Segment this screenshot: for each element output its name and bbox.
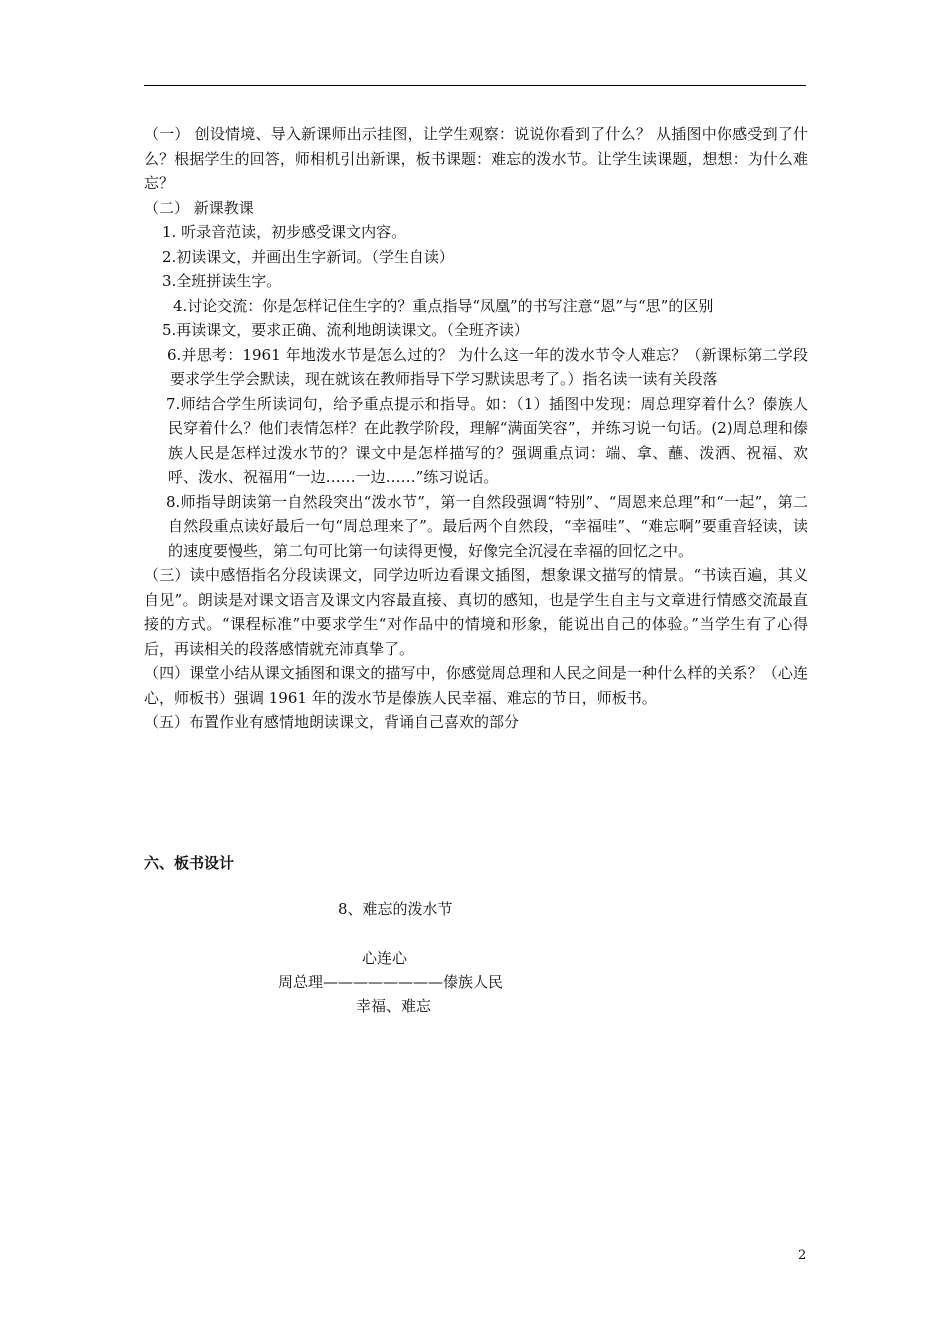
list-item: 6.并思考：1961 年地泼水节是怎么过的？ 为什么这一年的泼水节令人难忘？（新课标第二学段要求学生学会默读，现在就该在教师指导下学习默读思考了。）指名读一读有关段落 xyxy=(167,345,808,388)
board-bottom-label: 幸福、难忘 xyxy=(356,997,432,1015)
section-one: （一） 创设情境、导入新课师出示挂图，让学生观察：说说你看到了什么？ 从插图中你感受到了什么？根据学生的回答，师相机引出新课，板书课题：难忘的泼水节。让学生读课题，想想：为什么难忘？ xyxy=(144,125,808,192)
section-five: （五）布置作业有感情地朗读课文，背诵自己喜欢的部分 xyxy=(144,713,520,731)
board-design-heading: 六、板书设计 xyxy=(144,854,235,872)
list-item: 8.师指导朗读第一自然段突出“泼水节”，第一自然段强调“特别”、“周恩来总理”和“一起”，第二自然段重点读好最后一句“周总理来了”。最后两个自然段，“幸福哇”、“难忘啊”要重音轻读，读的速度要慢些，第二句可比第一句读得更慢，好像完全沉浸在幸福的回忆之中。 xyxy=(166,492,808,560)
page-number: 2 xyxy=(798,1248,807,1263)
board-top-label: 心连心 xyxy=(362,949,408,967)
list-item: 5.再读课文，要求正确、流利地朗读课文。（全班齐读） xyxy=(162,321,529,339)
section-three: （三）读中感悟指名分段读课文，同学边听边看课文插图，想象课文描写的情景。“书读百遍，其义自见”。朗读是对课文语言及课文内容最直接、真切的感知，也是学生自主与文章进行情感交流最直接的方式。“课程标准”中要求学生“对作品中的情境和形象，能说出自己的体验。”当学生有了心得后，再读相关的段落感情就充沛真挚了。 xyxy=(144,566,808,658)
lesson-body xyxy=(144,122,808,735)
list-item: 2.初读课文，并画出生字新词。（学生自读） xyxy=(162,247,454,266)
list-item: 1. 听录音范读，初步感受课文内容。 xyxy=(162,223,407,241)
section-four: （四）课堂小结从课文插图和课文的描写中，你感觉周总理和人民之间是一种什么样的关系？（心连心，师板书）强调 1961 年的泼水节是傣族人民幸福、难忘的节日，师板书。 xyxy=(144,664,808,707)
list-item: 7.师结合学生所读词句，给予重点提示和指导。如：（1）插图中发现：周总理穿着什么？傣族人民穿着什么？他们表情怎样？在此教学阶段，理解“满面笑容”，并练习说一句话。(2)周总理和傣族人民是怎样过泼水节的？课文中是怎样描写的？强调重点词：端、拿、蘸、泼洒、祝福、欢呼、泼水、祝福用“一边……一边……”练习说话。 xyxy=(166,394,808,486)
board-middle-line: 周总理————————傣族人民 xyxy=(278,973,504,991)
list-item: 4.讨论交流：你是怎样记住生字的？重点指导“凤凰”的书写注意“恩”与“思”的区别 xyxy=(173,296,714,315)
section-two-title: （二） 新课教课 xyxy=(144,198,254,217)
header-rule xyxy=(144,85,806,86)
board-title: 8、难忘的泼水节 xyxy=(338,900,453,918)
list-item: 3.全班拼读生字。 xyxy=(162,272,282,290)
